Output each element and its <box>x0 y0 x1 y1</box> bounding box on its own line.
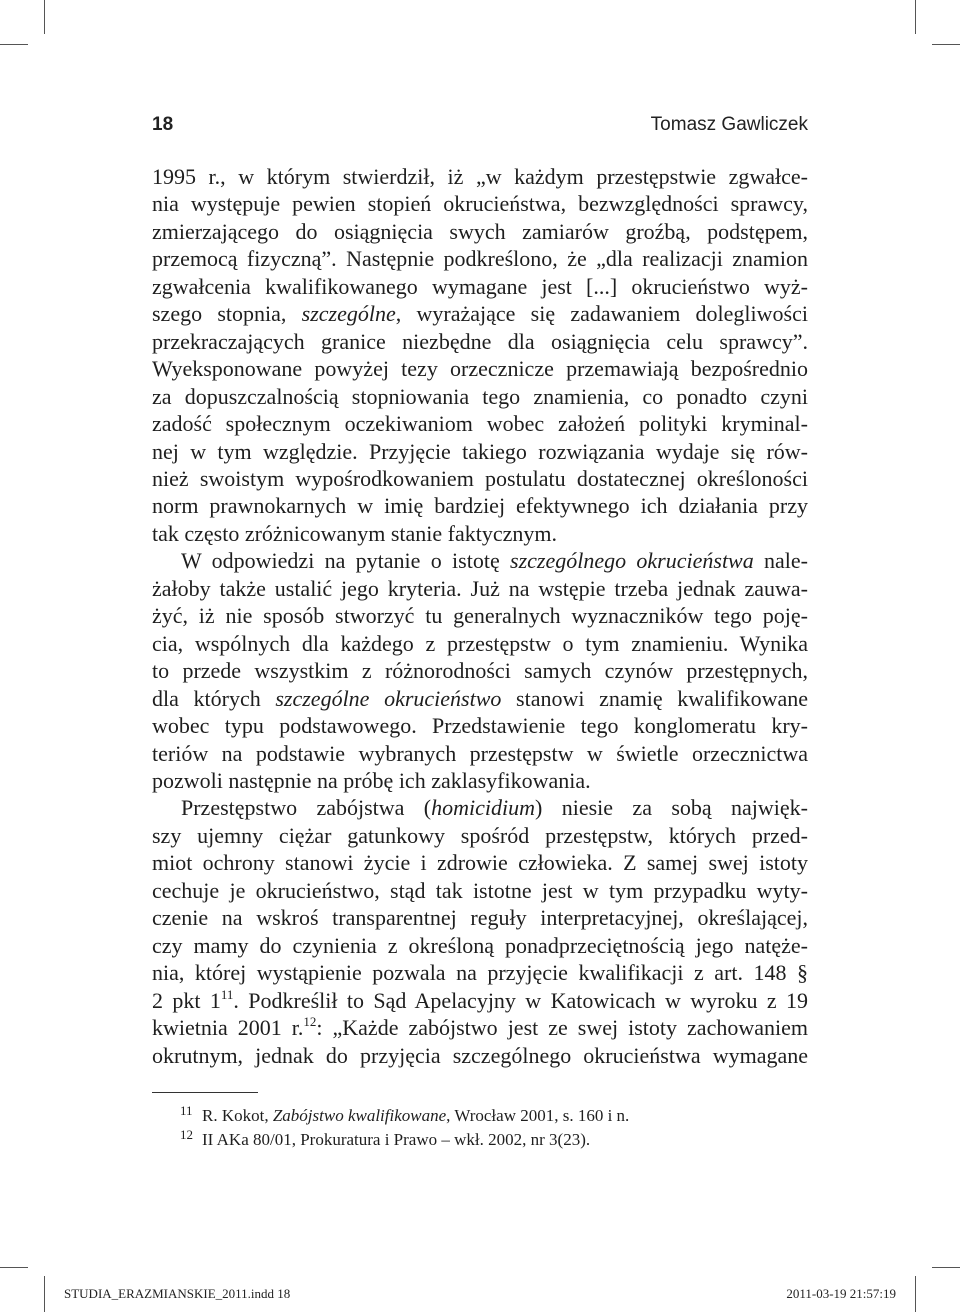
text-line: nież swoistym wypośrodkowaniem postulatu dostatecznej określoności <box>152 465 808 491</box>
running-author: Tomasz Gawliczek <box>650 114 808 135</box>
text-line: żyć, iż nie sposób stworzyć tu generalnych wyznaczników tego poję- <box>152 603 808 629</box>
crop-mark <box>932 44 960 45</box>
text-line: okrutnym, jednak do przyjęcia szczególnego okrucieństwa wymagane <box>152 1042 808 1068</box>
text-line: za dopuszczalnością stopniowania tego znamienia, co ponadto czyni <box>152 383 808 409</box>
crop-mark <box>932 1267 960 1268</box>
text-line: nej w tym względzie. Przyjęcie takiego rozwiązania wydaje się rów- <box>152 438 808 464</box>
text-line: czenie na wskroś transparentnej reguły interpretacyjnej, określającej, <box>152 905 808 931</box>
text-line: nia występuje pewien stopień okrucieństwa, bezwzględności sprawcy, <box>152 191 808 217</box>
text-line: norm prawnokarnych w imię bardziej efektywnego ich działania przy <box>152 493 808 519</box>
text-line: W odpowiedzi na pytanie o istotę szczególnego okrucieństwa nale- <box>181 548 809 574</box>
print-slug <box>0 1286 960 1304</box>
footnote-number: 11 <box>180 1103 193 1118</box>
crop-mark <box>0 44 28 45</box>
text-line: szego stopnia, szczególne, wyrażające się zadawaniem dolegliwości <box>152 301 808 327</box>
slug-timestamp: 2011-03-19 21:57:19 <box>786 1286 896 1301</box>
emphasis: szczególnego okrucieństwa <box>510 548 754 574</box>
text-line: dla których szczególne okrucieństwo stanowi znamię kwalifikowane <box>152 685 808 711</box>
text-line: wobec typu podstawowego. Przedstawienie tego konglomeratu kry- <box>152 713 808 739</box>
slug-filename: STUDIA_ERAZMIANSKIE_2011.indd 18 <box>64 1286 291 1301</box>
text-line: zgwałcenia kwalifikowanego wymagane jest [...] okrucieństwo wyż- <box>152 273 808 299</box>
text-line: 1995 r., w którym stwierdził, iż „w każdym przestępstwie zgwałce- <box>152 164 808 189</box>
footnote-number: 12 <box>180 1127 193 1142</box>
footnote <box>152 1128 808 1152</box>
footnote-separator <box>152 1092 258 1093</box>
text-line: miot ochrony stanowi życie i zdrowie człowieka. Z samej swej istoty <box>152 850 808 876</box>
text-line: kwietnia 2001 r.$^{12}$: „Każde zabójstwo jest ze swej istoty zachowaniem <box>152 1014 808 1041</box>
emphasis: szczególne okrucieństwo <box>275 685 502 711</box>
text-line: przekraczających granice niezbędne dla osiągnięcia celu sprawcy”. <box>152 328 808 354</box>
text-line: pozwoli następnie na próbę ich zaklasyfikowania. <box>152 767 591 793</box>
text-line: 2 pkt $1^{11}$. Podkreślił to Sąd Apelacyjny w Katowicach w wyroku z 19 <box>152 986 808 1013</box>
footnote-text: II AKa 80/01, Prokuratura i Prawo – wkł. 2002, nr 3(23). <box>202 1130 591 1149</box>
text-line: Wyeksponowane powyżej tezy orzecznicze przemawiają bezpośrednio <box>152 356 808 382</box>
text-line: przemocą fizyczną”. Następnie podkreślono, że „dla realizacji znamion <box>152 246 808 272</box>
text-line: nia, której wystąpienie pozwala na przyjęcie kwalifikacji z art. 148 § <box>152 960 808 986</box>
footnote-ref[interactable]: 11 <box>220 986 234 1002</box>
text-line: to przede wszystkim z różnorodności samych czynów przestępnych, <box>152 658 808 684</box>
footnotes <box>152 1104 808 1152</box>
crop-mark <box>44 0 45 34</box>
text-line: tak często zróżnicowanym stanie faktycznym. <box>152 520 558 546</box>
text-line: cechuje je okrucieństwo, stąd tak istotne jest w tym przypadku wyty- <box>152 877 808 903</box>
text-line: czy mamy do czynienia z określoną ponadprzeciętnością jego natęże- <box>152 932 808 958</box>
crop-mark <box>0 1267 28 1268</box>
emphasis: szczególne <box>301 301 396 327</box>
text-line: cia, wspólnych dla każdego z przestępstw o tym znamieniu. Wynika <box>152 630 808 656</box>
body-text <box>152 163 808 1069</box>
text-line: zmierzającego do osiągnięcia swych zamiarów groźbą, podstępem, <box>152 218 808 244</box>
crop-mark <box>915 0 916 34</box>
text-line: zadość społecznym oczekiwaniom wobec założeń polityki kryminal- <box>152 411 808 437</box>
running-header <box>152 114 808 136</box>
emphasis: homicidium <box>431 795 536 821</box>
footnote-ref[interactable]: 12 <box>303 1014 317 1030</box>
text-line: Przestępstwo zabójstwa (homicidium) niesie za sobą najwięk- <box>181 795 808 821</box>
text-line: teriów na podstawie wybranych przestępstw w świetle orzecznictwa <box>152 740 808 766</box>
page-number: 18 <box>152 114 174 135</box>
text-line: żałoby także ustalić jego kryteria. Już na wstępie trzeba jednak zauwa- <box>152 575 808 601</box>
footnote-text: R. Kokot, Zabójstwo kwalifikowane, Wrocław 2001, s. 160 i n. <box>202 1106 630 1125</box>
footnote <box>152 1104 808 1128</box>
text-line: szy ujemny ciężar gatunkowy spośród przestępstw, których przed- <box>152 822 808 848</box>
